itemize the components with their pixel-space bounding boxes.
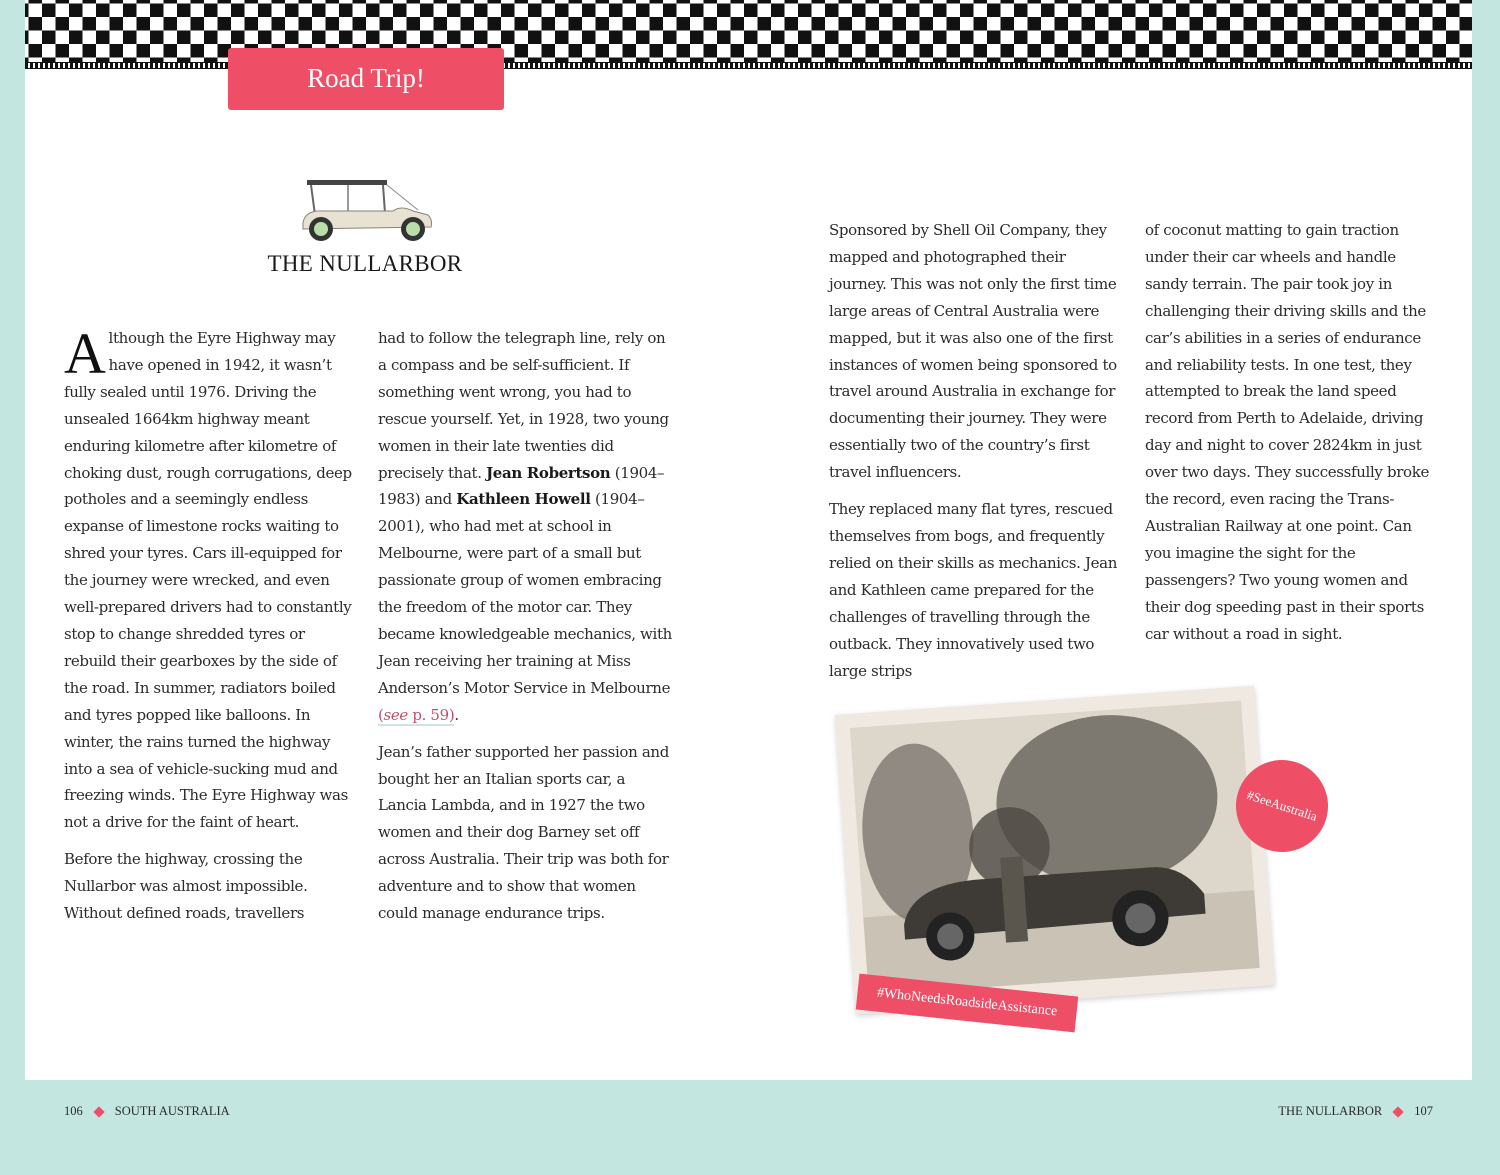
xref-paren: ( [378,705,384,724]
paragraph-text: lthough the Eyre Highway may have opened in 1942, it wasn’t fully sealed until 1976. Driving the unsealed 1664km highway meant enduring kilometre after kilometre of choking dust, rough corrugations, deep potholes and a seemingly endless expanse of limestone rocks waiting to shred your tyres. Cars ill-equipped for the journey were wrecked, and even well-prepared drivers had to constantly stop to change shredded tyres or rebuild their gearboxes by the side of the road. In summer, radiators boiled and tyres popped like balloons. In winter, the rains turned the highway into a sea of vehicle-sucking mud and freezing winds. The Eyre Highway was not a drive for the faint of heart. [64,329,352,832]
vintage-photo [835,686,1275,1015]
page-number-left: 106 [64,1104,83,1118]
xref-see: see [383,705,408,724]
page-number-right: 107 [1414,1104,1433,1118]
paragraph: They replaced many flat tyres, rescued themselves from bogs, and frequently relied on their skills as mechanics. Jean and Kathleen came prepared for the challenges of travelling through the outback. They innovatively used two large strips [829,500,1118,680]
diamond-icon [1393,1106,1404,1117]
paragraph [378,325,673,729]
hashtag-badge-strip: #WhoNeedsRoadsideAssistance [856,974,1079,1033]
photo-image [850,701,1260,996]
footer-left [64,1104,230,1119]
person-name-kathleen: Kathleen Howell [456,490,591,509]
text-column-3 [829,217,1119,694]
text-column-1 [64,321,356,937]
paragraph: Before the highway, crossing the Nullarbor was almost impossible. Without defined roads, travellers [64,850,308,923]
cross-reference-link[interactable] [378,706,454,726]
running-head-right: THE NULLARBOR [1278,1104,1383,1118]
section-title: THE NULLARBOR [267,251,463,276]
diamond-icon [93,1106,104,1117]
paragraph: of coconut matting to gain traction under their car wheels and handle sandy terrain. The pair took joy in challenging their driving skills and the car’s abilities in a series of endurance and reliability tests. In one test, they attempted to break the land speed record from Perth to Adelaide, driving day and night to cover 2824km in just over two days. They successfully broke the record, even racing the Trans-Australian Railway at one point. Can you imagine the sight for the passengers? Two young women and their dog speeding past in their sports car without a road in sight. [1145,221,1429,643]
paragraph: Sponsored by Shell Oil Company, they mapped and photographed their journey. This was not only the first time large areas of Central Australia were mapped, but it was also one of the first instances of women being sponsored to travel around Australia in exchange for documenting their journey. They were essentially two of the country’s first travel influencers. [829,221,1117,482]
person-name-jean: Jean Robertson [486,463,611,482]
running-head-left: SOUTH AUSTRALIA [114,1104,230,1118]
hashtag-badge-circle: #SeeAustralia [1224,748,1340,864]
paragraph [64,321,356,836]
photo-scene [850,701,1260,996]
xref-page: p. 59) [407,705,455,724]
paragraph-text: (1904–2001), who had met at school in Melbourne, were part of a small but passionate group of women embracing the freedom of the motor car. They became knowledgeable mechanics, with Jean receiving her training at Miss Anderson’s Motor Service in Melbourne [378,490,672,697]
text-column-4 [1145,217,1441,658]
paragraph: Jean’s father supported her passion and bought her an Italian sports car, a Lancia Lambda, and in 1927 the two women and their dog Barney set off across Australia. Their trip was both for adventure and to show that women could manage endurance trips. [378,742,669,923]
paragraph-text: (1904–1983) and [378,463,665,509]
paragraph-text: had to follow the telegraph line, rely on a compass and be self-sufficient. If something went wrong, you had to rescue yourself. Yet, in 1928, two young women in their late twenties did precisely that. [378,329,669,482]
text-column-2 [378,325,673,937]
drop-cap: A [64,321,106,386]
paragraph-end: . [454,705,459,724]
car-roof [307,180,387,185]
chapter-tab-label: Road Trip! [228,48,504,110]
footer-right [1278,1104,1433,1119]
vintage-car-illustration [293,175,453,245]
